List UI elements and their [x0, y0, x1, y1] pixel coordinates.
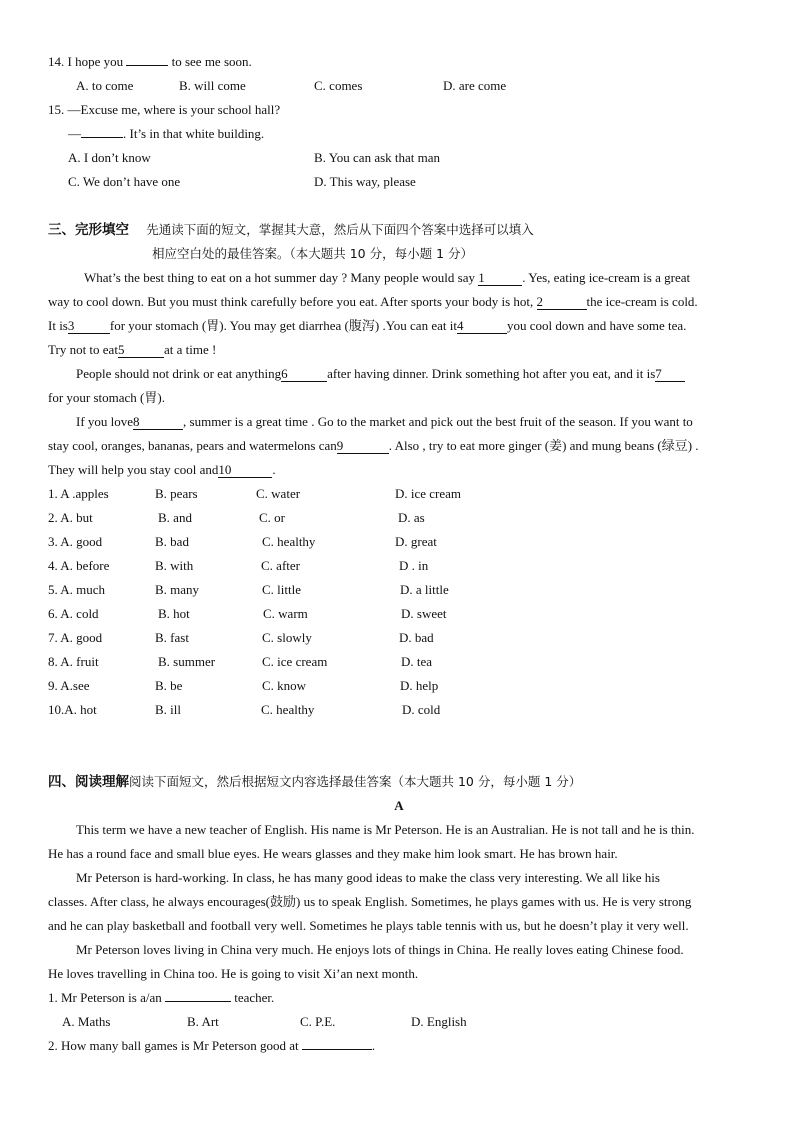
cloze-line — [48, 266, 750, 290]
option-c: C. or — [259, 510, 285, 525]
option-c: C. comes — [314, 78, 363, 93]
option-c: C. ice cream — [262, 654, 328, 669]
option-c: C. water — [256, 486, 301, 501]
option-b: B. ill — [155, 702, 182, 717]
question-14-options — [48, 74, 750, 98]
cloze-text: stay cool, oranges, bananas, pears and watermelons can — [48, 438, 337, 453]
option-d: D. help — [400, 678, 439, 693]
section-3-heading — [48, 218, 750, 242]
cloze-option-row — [48, 698, 750, 722]
option-a: 1. A .apples — [48, 486, 109, 501]
reading-line: He has a round face and small blue eyes. He wears glasses and they make him look smart. He has brown hair. — [48, 846, 618, 861]
question-stem: 2. How many ball games is Mr Peterson good at — [48, 1038, 299, 1053]
option-d: D. bad — [399, 630, 434, 645]
cloze-text: you cool down and have some tea. — [506, 318, 687, 333]
option-c: C. little — [262, 582, 301, 597]
reading-passage — [48, 818, 750, 986]
option-a: A. I don’t know — [68, 150, 151, 165]
reading-question-2 — [48, 1034, 750, 1058]
passage-label: A — [394, 798, 404, 813]
option-c: C. know — [262, 678, 307, 693]
cloze-line — [48, 458, 750, 482]
question-stem-end: to see me soon. — [171, 54, 252, 69]
section-instructions: 先通读下面的短文，掌握其大意，然后从下面四个答案中选择可以填入 — [146, 222, 534, 237]
cloze-text: at a time ! — [163, 342, 217, 357]
spacer — [48, 722, 750, 746]
cloze-option-row — [48, 506, 750, 530]
option-c: C. We don’t have one — [68, 174, 181, 189]
cloze-blank-10: 10 — [218, 462, 272, 478]
option-d: D. This way, please — [314, 174, 416, 189]
option-d: D. ice cream — [395, 486, 462, 501]
option-a: 4. A. before — [48, 558, 110, 573]
spacer — [48, 746, 750, 770]
cloze-text: the ice-cream is cold. — [586, 294, 698, 309]
option-a: 6. A. cold — [48, 606, 99, 621]
cloze-text: way to cool down. But you must think carefully before you eat. After sports your body is hot, — [48, 294, 534, 309]
cloze-blank-6: 6 — [281, 366, 327, 382]
option-a: 8. A. fruit — [48, 654, 99, 669]
option-b: B. will come — [179, 78, 246, 93]
spacer — [48, 194, 750, 218]
cloze-line: for your stomach (胃). — [48, 390, 165, 405]
option-d: D. sweet — [401, 606, 447, 621]
cloze-text: for your stomach (胃). You may get diarrhea (腹泻) .You can eat it — [109, 318, 457, 333]
cloze-option-row — [48, 626, 750, 650]
option-d: D. are come — [443, 78, 507, 93]
cloze-option-row — [48, 674, 750, 698]
option-b: B. pears — [155, 486, 198, 501]
reading-line: and he can play basketball and football very well. Sometimes he plays table tennis with us, but he doesn’t play it very well. — [48, 918, 689, 933]
option-d: D. tea — [401, 654, 433, 669]
cloze-text: Try not to eat — [48, 342, 118, 357]
cloze-text: They will help you stay cool and — [48, 462, 219, 477]
option-d: D. great — [395, 534, 437, 549]
option-c: C. healthy — [262, 534, 316, 549]
option-a: 3. A. good — [48, 534, 103, 549]
cloze-option-row — [48, 530, 750, 554]
cloze-line — [48, 434, 750, 458]
option-a: A. to come — [76, 78, 134, 93]
cloze-option-row — [48, 554, 750, 578]
option-c: C. P.E. — [300, 1014, 336, 1029]
cloze-blank-3: 3 — [68, 318, 110, 334]
question-stem: 14. I hope you — [48, 54, 124, 69]
cloze-line — [48, 362, 750, 386]
option-b: B. You can ask that man — [314, 150, 441, 165]
option-d: D. a little — [400, 582, 449, 597]
option-d: D. cold — [402, 702, 441, 717]
question-15-options-row2 — [48, 170, 750, 194]
option-a: 5. A. much — [48, 582, 106, 597]
question-15-options-row1 — [48, 146, 750, 170]
cloze-passage — [48, 266, 750, 482]
cloze-blank-7: 7 — [655, 366, 685, 382]
cloze-option-row — [48, 482, 750, 506]
answer-blank — [302, 1034, 372, 1050]
section-title: 四、阅读理解 — [48, 774, 129, 790]
option-d: D. as — [398, 510, 425, 525]
cloze-option-row — [48, 650, 750, 674]
cloze-options — [48, 482, 750, 722]
option-c: C. warm — [263, 606, 308, 621]
question-14 — [48, 50, 750, 74]
reading-line: He loves travelling in China too. He is going to visit Xi’an next month. — [48, 966, 419, 981]
reply-dash: — — [68, 126, 81, 141]
question-15: 15. —Excuse me, where is your school hall? — [48, 102, 281, 117]
section-instructions-cont: 相应空白处的最佳答案。（本大题共 10 分，每小题 1 分） — [152, 246, 474, 261]
option-b: B. many — [155, 582, 200, 597]
cloze-line — [48, 290, 750, 314]
option-b: B. with — [155, 558, 194, 573]
reading-question-1 — [48, 986, 750, 1010]
cloze-text: What’s the best thing to eat on a hot summer day ? Many people would say — [84, 270, 475, 285]
cloze-text: after having dinner. Drink something hot after you eat, and it is — [327, 366, 656, 381]
question-15-reply — [48, 122, 750, 146]
option-c: C. after — [261, 558, 300, 573]
option-a: A. Maths — [62, 1014, 111, 1029]
option-b: B. fast — [155, 630, 189, 645]
cloze-option-row — [48, 602, 750, 626]
section-title: 三、完形填空 — [48, 222, 129, 238]
reading-line: This term we have a new teacher of English. His name is Mr Peterson. He is an Australian. He is not tall and he is thin. — [76, 822, 695, 837]
cloze-text: People should not drink or eat anything — [76, 366, 282, 381]
cloze-blank-1: 1 — [478, 270, 522, 286]
question-stem: 1. Mr Peterson is a/an — [48, 990, 162, 1005]
cloze-text: . Yes, eating ice-cream is a great — [522, 270, 691, 285]
cloze-text: , summer is a great time . Go to the market and pick out the best fruit of the season. If you want to — [183, 414, 693, 429]
reading-line: Mr Peterson loves living in China very much. He enjoys lots of things in China. He really loves eating Chinese food. — [76, 942, 684, 957]
cloze-line — [48, 314, 750, 338]
cloze-text: It is — [48, 318, 68, 333]
cloze-blank-4: 4 — [457, 318, 507, 334]
answer-blank — [126, 50, 168, 66]
option-b: B. be — [155, 678, 183, 693]
option-d: D . in — [399, 558, 429, 573]
option-a: 10.A. hot — [48, 702, 97, 717]
cloze-blank-8: 8 — [133, 414, 183, 430]
section-4-heading — [48, 770, 750, 794]
option-c: C. slowly — [262, 630, 312, 645]
option-d: D. English — [411, 1014, 467, 1029]
reply-text: . It’s in that white building. — [123, 126, 265, 141]
section-3-instructions-cont — [48, 242, 750, 266]
answer-blank — [81, 122, 123, 138]
exam-page — [48, 50, 750, 1058]
reading-question-1-options — [48, 1010, 750, 1034]
cloze-blank-9: 9 — [337, 438, 389, 454]
option-a: 7. A. good — [48, 630, 103, 645]
cloze-text: If you love — [76, 414, 134, 429]
option-b: B. summer — [158, 654, 216, 669]
cloze-blank-5: 5 — [118, 342, 164, 358]
reading-line: classes. After class, he always encourages(鼓励) us to speak English. Sometimes, he plays games with us. He is very strong — [48, 894, 692, 909]
reading-line: Mr Peterson is hard-working. In class, he has many good ideas to make the class very interesting. We all like his — [76, 870, 660, 885]
cloze-option-row — [48, 578, 750, 602]
question-stem-end: teacher. — [234, 990, 275, 1005]
cloze-line — [48, 410, 750, 434]
option-b: B. and — [158, 510, 192, 525]
cloze-text: . — [272, 462, 276, 477]
cloze-text: . Also , try to eat more ginger (姜) and mung beans (绿豆) . — [388, 438, 699, 453]
option-b: B. hot — [158, 606, 190, 621]
cloze-blank-2: 2 — [537, 294, 587, 310]
option-a: 2. A. but — [48, 510, 93, 525]
question-stem-end: . — [371, 1038, 376, 1053]
answer-blank — [165, 986, 231, 1002]
cloze-line — [48, 338, 750, 362]
option-c: C. healthy — [261, 702, 315, 717]
option-a: 9. A.see — [48, 678, 90, 693]
option-b: B. Art — [187, 1014, 219, 1029]
section-instructions: 阅读下面短文，然后根据短文内容选择最佳答案（本大题共 10 分，每小题 1 分） — [129, 774, 582, 789]
option-b: B. bad — [155, 534, 189, 549]
